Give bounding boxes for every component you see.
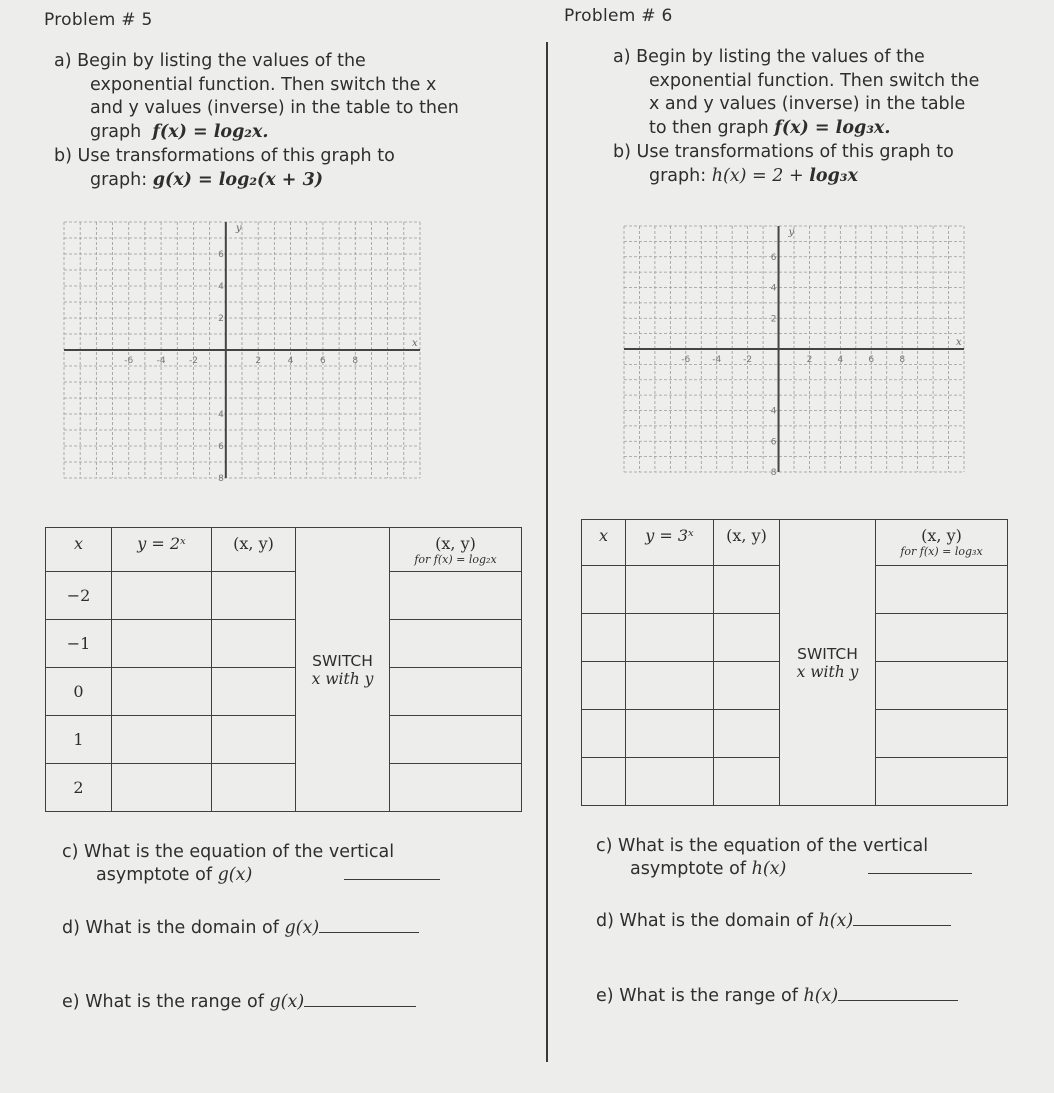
part-label: d) <box>596 911 614 931</box>
inverse-input-cell[interactable] <box>876 614 1008 662</box>
inverse-input-cell[interactable] <box>390 620 522 668</box>
x-tick-label: 6 <box>320 356 326 366</box>
header-y-exp: y = 2ˣ <box>112 528 212 572</box>
x-tick-label: -6 <box>124 356 134 366</box>
xy-input-cell[interactable] <box>714 614 780 662</box>
y-tick-label: 4 <box>218 410 224 420</box>
function-h: log₃x <box>809 165 858 186</box>
question-d <box>596 910 1046 933</box>
y-tick-label: 2 <box>770 314 777 325</box>
answer-blank[interactable] <box>868 859 972 874</box>
y-input-cell[interactable] <box>626 758 714 806</box>
y-input-cell[interactable] <box>112 572 212 620</box>
x-value-cell: 1 <box>46 716 112 764</box>
part-label: a) <box>54 51 72 71</box>
header-xy: (x, y) <box>212 528 296 572</box>
y-tick-label: 6 <box>218 250 224 260</box>
x-value-cell: −2 <box>46 572 112 620</box>
question-text: What is the domain of <box>85 918 279 938</box>
switch-cell <box>296 528 390 812</box>
function-ref: h(x) <box>803 986 839 1006</box>
x-axis-label: x <box>956 337 962 348</box>
answer-blank[interactable] <box>319 918 419 933</box>
instruction-text: Begin by listing the values of the <box>636 47 925 67</box>
y-input-cell[interactable] <box>626 710 714 758</box>
instruction-text: to then graph <box>649 117 769 138</box>
xy-input-cell[interactable] <box>714 662 780 710</box>
question-text: asymptote of <box>96 865 212 885</box>
inverse-input-cell[interactable] <box>876 758 1008 806</box>
y-axis-label: y <box>235 223 242 234</box>
grid-svg <box>624 226 964 478</box>
header-note: for f(x) = log₃x <box>900 545 983 558</box>
x-input-cell[interactable] <box>582 662 626 710</box>
y-input-cell[interactable] <box>112 668 212 716</box>
xy-input-cell[interactable] <box>212 764 296 812</box>
function-ref: h(x) <box>751 859 787 879</box>
question-text: asymptote of <box>630 859 746 879</box>
answer-blank[interactable] <box>838 986 958 1001</box>
value-table <box>45 527 521 811</box>
x-tick-label: 2 <box>806 355 813 365</box>
x-input-cell[interactable] <box>582 710 626 758</box>
x-value-cell: 0 <box>46 668 112 716</box>
function-ref: h(x) <box>818 911 854 931</box>
x-tick-label: -2 <box>188 356 198 366</box>
instruction-text: exponential function. Then switch the <box>649 70 980 91</box>
x-tick-label: 4 <box>287 356 294 366</box>
instruction-text: graph <box>90 121 142 142</box>
answer-blank[interactable] <box>853 911 951 926</box>
x-tick-label: -4 <box>712 355 722 365</box>
inverse-input-cell[interactable] <box>876 566 1008 614</box>
function-ref: g(x) <box>284 918 320 938</box>
part-label: a) <box>613 47 631 67</box>
question-text: What is the equation of the vertical <box>618 836 929 856</box>
instruction-text: graph: <box>90 169 148 190</box>
switch-sub-label: x with y <box>311 669 374 688</box>
instruction-a <box>613 46 1053 140</box>
problem-6 <box>548 0 1054 1093</box>
instruction-a <box>54 50 534 144</box>
function-ref: g(x) <box>269 992 305 1012</box>
question-text: What is the range of <box>85 992 264 1012</box>
header-xy-inverse <box>390 528 522 572</box>
x-axis-label: x <box>412 338 418 349</box>
instruction-text: exponential function. Then switch the x <box>90 74 437 95</box>
question-text: What is the domain of <box>619 911 813 931</box>
instruction-text: graph: <box>649 165 707 186</box>
instruction-text: and y values (inverse) in the table to then <box>90 98 459 118</box>
xy-input-cell[interactable] <box>212 620 296 668</box>
instruction-text: x and y values (inverse) in the table <box>649 94 966 114</box>
question-e <box>596 985 1046 1008</box>
x-tick-label: 8 <box>899 355 906 365</box>
y-tick-label: 4 <box>770 283 777 294</box>
xy-input-cell[interactable] <box>212 572 296 620</box>
grid-svg <box>64 222 420 484</box>
x-value-cell: −1 <box>46 620 112 668</box>
x-tick-label: 6 <box>868 355 875 365</box>
instruction-text: Begin by listing the values of the <box>77 51 366 71</box>
x-tick-label: -6 <box>681 355 691 365</box>
instruction-b <box>613 141 1053 188</box>
function-g: g(x) = log₂(x + 3) <box>152 169 324 190</box>
function-f: f(x) = log₃x. <box>774 117 891 138</box>
coordinate-grid[interactable] <box>624 226 964 478</box>
switch-label: SWITCH <box>797 644 858 663</box>
answer-blank[interactable] <box>304 992 416 1007</box>
coordinate-grid[interactable] <box>64 222 420 484</box>
function-ref: g(x) <box>217 865 253 885</box>
inverse-input-cell[interactable] <box>876 710 1008 758</box>
part-label: e) <box>596 986 614 1006</box>
function-h-prefix: h(x) = 2 + <box>711 165 810 186</box>
y-input-cell[interactable] <box>626 566 714 614</box>
header-x: x <box>46 528 112 572</box>
question-e <box>62 991 532 1014</box>
y-input-cell[interactable] <box>626 662 714 710</box>
question-c <box>62 841 532 887</box>
question-text: What is the equation of the vertical <box>84 842 395 862</box>
y-tick-label: 6 <box>218 442 224 452</box>
problem-title: Problem # 6 <box>564 6 673 26</box>
xy-input-cell[interactable] <box>714 566 780 614</box>
x-tick-label: -4 <box>156 356 166 366</box>
y-tick-label: 8 <box>770 468 777 478</box>
header-xy-inverse-label: (x, y) <box>435 534 476 553</box>
x-tick-label: -2 <box>743 355 753 365</box>
y-input-cell[interactable] <box>112 716 212 764</box>
x-input-cell[interactable] <box>582 614 626 662</box>
inverse-input-cell[interactable] <box>390 716 522 764</box>
part-label: e) <box>62 992 80 1012</box>
inverse-input-cell[interactable] <box>390 764 522 812</box>
x-value-cell: 2 <box>46 764 112 812</box>
switch-cell <box>780 520 876 806</box>
y-tick-label: 6 <box>770 252 777 263</box>
inverse-input-cell[interactable] <box>876 662 1008 710</box>
part-label: c) <box>596 836 613 856</box>
y-tick-label: 2 <box>218 314 224 324</box>
y-tick-label: 4 <box>770 406 777 417</box>
inverse-input-cell[interactable] <box>390 572 522 620</box>
instruction-text: Use transformations of this graph to <box>636 142 954 162</box>
part-label: b) <box>613 142 631 162</box>
header-x: x <box>582 520 626 566</box>
answer-blank[interactable] <box>344 865 440 880</box>
y-axis-label: y <box>788 227 795 238</box>
header-note: for f(x) = log₂x <box>414 553 497 566</box>
problem-title: Problem # 5 <box>44 10 153 30</box>
question-c <box>596 835 1046 881</box>
part-label: c) <box>62 842 79 862</box>
function-f: f(x) = log₂x. <box>152 121 269 142</box>
question-d <box>62 917 532 940</box>
y-tick-label: 4 <box>218 282 224 292</box>
switch-label: SWITCH <box>312 651 373 670</box>
xy-input-cell[interactable] <box>714 758 780 806</box>
value-table <box>581 519 1007 805</box>
y-tick-label: 6 <box>770 437 777 448</box>
y-input-cell[interactable] <box>626 614 714 662</box>
y-tick-label: 8 <box>218 474 224 484</box>
x-input-cell[interactable] <box>582 566 626 614</box>
x-input-cell[interactable] <box>582 758 626 806</box>
instruction-text: Use transformations of this graph to <box>77 146 395 166</box>
switch-sub-label: x with y <box>796 662 859 681</box>
header-xy-inverse-label: (x, y) <box>921 526 962 545</box>
inverse-input-cell[interactable] <box>390 668 522 716</box>
part-label: d) <box>62 918 80 938</box>
xy-input-cell[interactable] <box>212 716 296 764</box>
question-text: What is the range of <box>619 986 798 1006</box>
xy-input-cell[interactable] <box>714 710 780 758</box>
part-label: b) <box>54 146 72 166</box>
y-input-cell[interactable] <box>112 764 212 812</box>
instruction-b <box>54 145 534 192</box>
xy-input-cell[interactable] <box>212 668 296 716</box>
header-y-exp: y = 3ˣ <box>626 520 714 566</box>
x-tick-label: 8 <box>352 356 359 366</box>
x-tick-label: 2 <box>255 356 262 366</box>
header-xy: (x, y) <box>714 520 780 566</box>
y-input-cell[interactable] <box>112 620 212 668</box>
x-tick-label: 4 <box>837 355 844 365</box>
header-xy-inverse <box>876 520 1008 566</box>
